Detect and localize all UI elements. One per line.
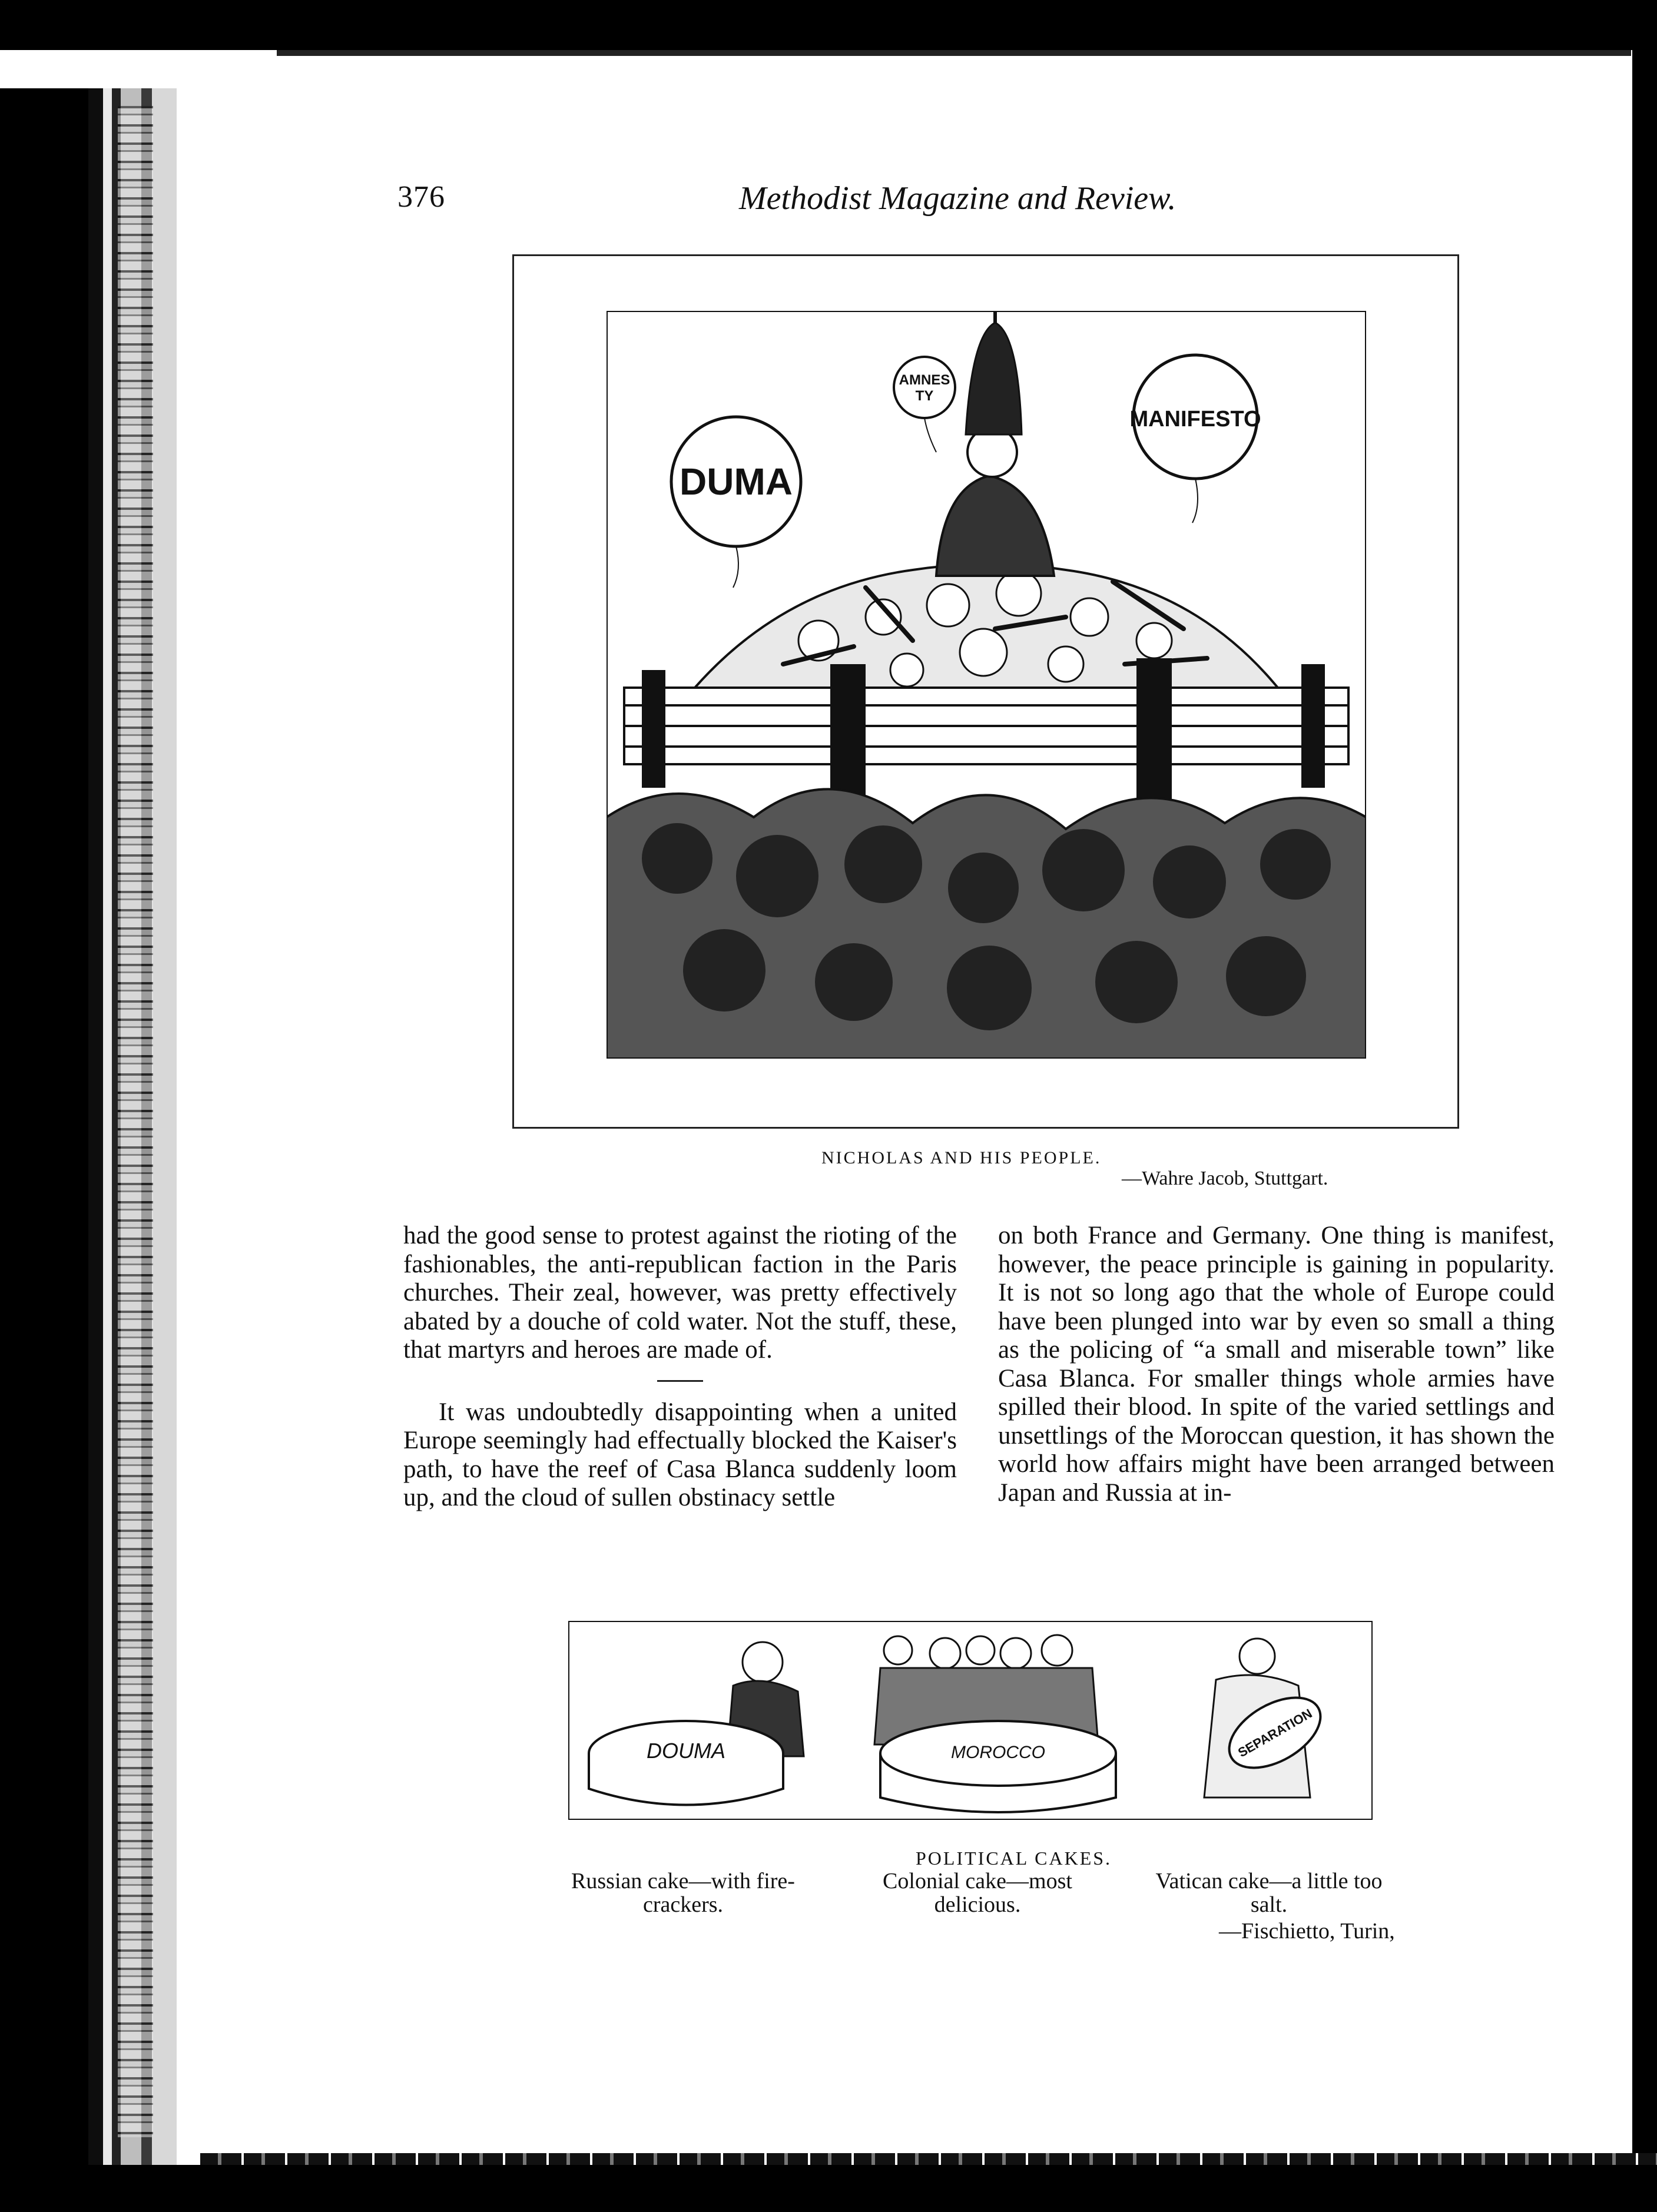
cake-label-morocco: MOROCCO: [951, 1743, 1045, 1762]
balloon-label-duma: DUMA: [680, 460, 793, 503]
scan-right-border: [1632, 0, 1657, 2212]
text-column-left: [403, 1222, 957, 1513]
balloon-label-amnesty-2: TY: [915, 388, 934, 404]
scan-top-border: [0, 0, 1657, 50]
sub-caption-russian: Russian cake—with fire-crackers.: [571, 1869, 795, 1917]
sub-caption-colonial: Colonial cake—most delicious.: [883, 1869, 1072, 1917]
paragraph: on both France and Germany. One thing is manifest, however, the peace principle is gaining in popularity. It is not so long ago that the whole of Europe could have been plunged into war by even so small a thing as the policing of “a small and miserable town” like Casa Blanca. For smaller things whole armies have spilled their blood. In spite of the varied settlings and unsettlings of the Moroccan question, it has shown the world how affairs might have been arranged between Japan and Russia at in-: [998, 1222, 1555, 1507]
cartoon-nicholas-illustration: [607, 311, 1366, 1059]
paragraph: It was undoubtedly disappointing when a united Europe seemingly had effectually blocked the Kaiser's path, to have the reef of Casa Blanca suddenly loom up, and the cloud of sullen obstinacy settle: [403, 1398, 957, 1511]
scan-bottom-rule: [200, 2153, 1657, 2165]
page-number: 376: [397, 180, 445, 214]
cartoon-credit-bottom: —Fischietto, Turin,: [1219, 1919, 1395, 1944]
cake-label-separation: SEPARATION: [1235, 1706, 1315, 1760]
paragraph: had the good sense to protest against the rioting of the fashionables, the anti-republican faction in the Paris churches. Their zeal, however, was pretty effectively abated by a douche of cold water. Not the stuff, these, that martyrs and heroes are made of.: [403, 1222, 957, 1364]
sub-caption-vatican: Vatican cake—a little too salt.: [1155, 1869, 1383, 1917]
section-divider: [657, 1380, 703, 1382]
scan-bottom-border: [0, 2165, 1657, 2212]
balloon-label-manifesto: MANIFESTO: [1129, 407, 1261, 432]
cartoon-credit: —Wahre Jacob, Stuttgart.: [1122, 1168, 1328, 1189]
text-column-right: [998, 1222, 1555, 1507]
scan-top-rule: [277, 50, 1631, 56]
cartoon-caption: NICHOLAS AND HIS PEOPLE.: [821, 1148, 1102, 1168]
cake-label-douma: DOUMA: [647, 1739, 725, 1763]
cartoon-caption-bottom: POLITICAL CAKES.: [916, 1848, 1112, 1869]
cartoon-political-cakes-illustration: [568, 1621, 1373, 1820]
running-title: Methodist Magazine and Review.: [739, 180, 1177, 217]
scan-binding-noise: [118, 106, 153, 2137]
balloon-label-amnesty-1: AMNES: [899, 372, 950, 388]
